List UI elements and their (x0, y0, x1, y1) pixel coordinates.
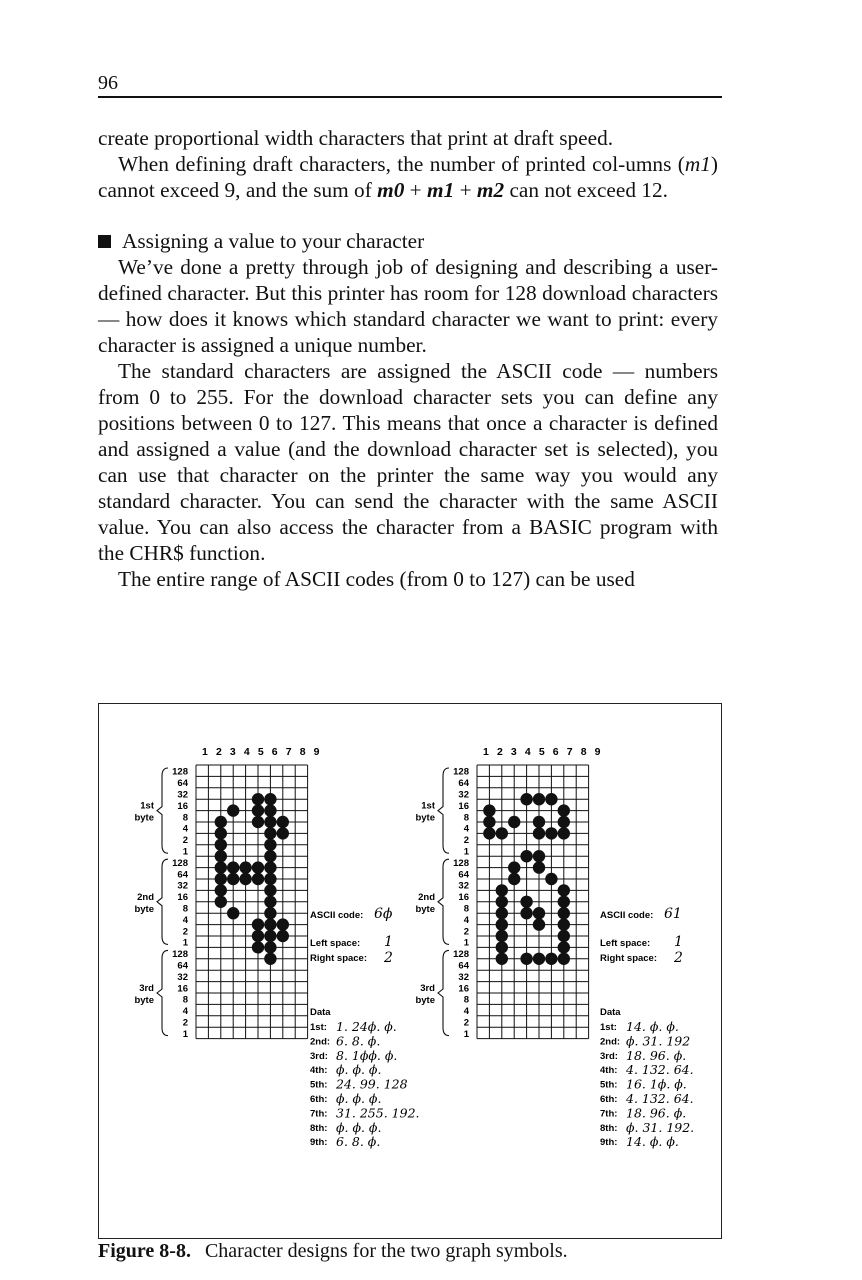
right-dot (483, 816, 495, 828)
left-dot (264, 941, 276, 953)
figure-8-8 (98, 703, 722, 1239)
left-byte-brace (157, 859, 168, 944)
right-byte-brace (438, 859, 449, 944)
left-data-row-value: 24. 99. 128 (336, 1076, 408, 1092)
right-dot (508, 873, 520, 885)
left-bit-label: 32 (177, 971, 188, 983)
caption-text: Character designs for the two graph symbols. (204, 1240, 568, 1262)
left-data-row-value: 31. 255. 192. (336, 1105, 420, 1121)
left-dot (264, 907, 276, 919)
right-bit-label: 8 (463, 812, 469, 824)
left-byte-label: byte (134, 812, 154, 824)
right-bit-label: 32 (458, 880, 469, 892)
right-dot (545, 873, 557, 885)
caption-label: Figure 8-8. (98, 1240, 191, 1262)
left-bit-label: 128 (172, 857, 188, 869)
left-dot (227, 804, 239, 816)
left-data-row-value: ϕ. ϕ. ϕ. (336, 1119, 382, 1135)
left-data-row-label: 8th: (310, 1122, 328, 1134)
left-dot (252, 793, 264, 805)
left-byte-label: 3rd (139, 983, 154, 994)
right-dot (558, 804, 570, 816)
left-dot (215, 827, 227, 839)
left-bit-label: 8 (182, 994, 188, 1006)
left-dot (264, 816, 276, 828)
right-right-space-value: 2 (674, 950, 683, 966)
left-bit-label: 16 (177, 892, 188, 904)
right-dot (496, 930, 508, 942)
right-dot (496, 884, 508, 896)
paragraph-1: create proportional width characters that print at draft speed. (98, 126, 614, 150)
left-dot (227, 907, 239, 919)
right-dot (496, 953, 508, 965)
left-dot (252, 930, 264, 942)
left-dot (277, 827, 289, 839)
left-dot (264, 839, 276, 851)
right-bit-label: 4 (463, 823, 469, 835)
right-dot (533, 793, 545, 805)
right-dot (520, 793, 532, 805)
right-dot (533, 918, 545, 930)
left-bit-label: 128 (172, 766, 188, 778)
left-dot (264, 793, 276, 805)
right-dot (496, 907, 508, 919)
left-data-row-label: 3rd: (310, 1050, 328, 1062)
square-bullet-icon (98, 235, 111, 248)
left-byte-label: byte (134, 903, 154, 915)
left-dot (277, 918, 289, 930)
paragraph-3: We’ve done a pretty through job of designing and describing a user-defined character. But this printer has room for 128 download characters — how does it knows which standard character we want to print: every character is assigned a unique number. (98, 255, 718, 357)
right-data-row-label: 3rd: (600, 1050, 618, 1062)
left-left-space-label: Left space: (310, 938, 361, 949)
left-dot (277, 816, 289, 828)
right-dot (558, 816, 570, 828)
left-byte-brace (157, 950, 168, 1035)
right-dot (520, 907, 532, 919)
left-dot (239, 873, 251, 885)
right-dot (533, 953, 545, 965)
right-bit-label: 2 (463, 926, 469, 938)
right-data-row-value: 14. ϕ. ϕ. (626, 1134, 679, 1150)
left-bit-label: 2 (182, 1017, 188, 1029)
right-data-row-value: 18. 96. ϕ. (626, 1047, 687, 1063)
right-dot (558, 907, 570, 919)
left-dot (252, 941, 264, 953)
left-data-row-label: 2nd: (310, 1036, 331, 1048)
right-dot (558, 953, 570, 965)
right-data-row-label: 5th: (600, 1079, 618, 1091)
left-bit-label: 2 (182, 835, 188, 847)
right-dot (545, 827, 557, 839)
left-right-space-label: Right space: (310, 953, 368, 964)
right-bit-label: 1 (463, 937, 469, 949)
left-dot (215, 884, 227, 896)
left-bit-label: 4 (182, 823, 188, 835)
left-bit-label: 8 (182, 903, 188, 915)
left-dot (264, 873, 276, 885)
left-dot (264, 930, 276, 942)
left-dot (252, 804, 264, 816)
right-dot (533, 827, 545, 839)
left-bit-label: 128 (172, 949, 188, 961)
right-data-row-label: 2nd: (600, 1036, 621, 1048)
left-data-label: Data (310, 1007, 331, 1018)
right-dot (508, 816, 520, 828)
right-dot (558, 941, 570, 953)
left-byte-brace (157, 768, 168, 853)
right-dot (558, 896, 570, 908)
left-data-row-label: 7th: (310, 1108, 328, 1120)
right-dot (558, 930, 570, 942)
right-dot (496, 941, 508, 953)
left-dot (264, 953, 276, 965)
left-bit-label: 64 (177, 960, 188, 972)
right-bit-label: 32 (458, 789, 469, 801)
right-dot (508, 861, 520, 873)
left-dot (252, 816, 264, 828)
left-dot (264, 827, 276, 839)
right-dot (520, 850, 532, 862)
left-data-row-label: 4th: (310, 1065, 328, 1077)
right-data-row-value: 14. ϕ. ϕ. (626, 1019, 679, 1034)
right-dot (533, 907, 545, 919)
right-dot (558, 884, 570, 896)
page-number: 96 (98, 72, 118, 94)
left-bit-label: 1 (182, 937, 188, 949)
left-data-row-value: 6. 8. ϕ. (336, 1134, 381, 1150)
right-data-row-label: 9th: (600, 1137, 618, 1149)
left-ascii-code-value: 6ϕ (374, 906, 393, 922)
paragraph-4: The standard characters are assigned the ASCII code — numbers from 0 to 255. For the download character sets you can define any positions between 0 to 127. This means that once a character is defined and assigned a value (and the download character set is selected), you can use that character on the printer the same way you would any standard character. You can send the character with the same ASCII value. You can also access the character from a BASIC program with the CHR$ function. (98, 359, 718, 565)
left-left-space-value: 1 (384, 934, 393, 950)
left-data-row-label: 1st: (310, 1022, 327, 1033)
body-text (98, 125, 718, 592)
left-byte-label: 2nd (137, 891, 154, 903)
right-dot (520, 896, 532, 908)
right-left-space-value: 1 (674, 934, 683, 950)
left-data-row-value: 8. 1ϕϕ. ϕ. (336, 1047, 398, 1063)
section-heading (98, 228, 718, 254)
left-dot (264, 804, 276, 816)
right-column-header: 1 2 3 4 5 6 7 8 9 (483, 746, 604, 758)
right-dot (520, 953, 532, 965)
right-data-row-value: 4. 132. 64. (626, 1062, 694, 1078)
right-byte-brace (438, 768, 449, 853)
right-bit-label: 4 (463, 914, 469, 926)
right-dot (483, 827, 495, 839)
right-data-row-value: 4. 132. 64. (626, 1091, 694, 1106)
left-dot (227, 861, 239, 873)
right-data-row-label: 1st: (600, 1022, 617, 1033)
left-bit-label: 16 (177, 983, 188, 995)
right-bit-label: 1 (463, 1028, 469, 1040)
left-dot (227, 873, 239, 885)
right-byte-label: 3rd (420, 983, 435, 994)
left-data-row-label: 9th: (310, 1137, 328, 1149)
right-dot (533, 816, 545, 828)
right-data-row-label: 8th: (600, 1122, 618, 1134)
left-dot (264, 884, 276, 896)
right-bit-label: 2 (463, 1017, 469, 1029)
right-bit-label: 4 (463, 1006, 469, 1018)
right-left-space-label: Left space: (600, 938, 651, 949)
right-dot (558, 918, 570, 930)
left-bit-label: 4 (182, 1006, 188, 1018)
left-bit-label: 64 (177, 869, 188, 881)
character-design-diagram (99, 704, 720, 1237)
right-data-row-label: 4th: (600, 1065, 618, 1077)
right-dot (533, 861, 545, 873)
right-bit-label: 128 (453, 857, 469, 869)
right-bit-label: 16 (458, 983, 469, 995)
left-dot (215, 896, 227, 908)
left-bit-label: 1 (182, 846, 188, 858)
right-dot (533, 850, 545, 862)
left-column-header: 1 2 3 4 5 6 7 8 9 (202, 746, 323, 758)
right-data-row-label: 7th: (600, 1108, 618, 1120)
right-data-row-value: 18. 96. ϕ. (626, 1105, 687, 1121)
paragraph-5: The entire range of ASCII codes (from 0 to 127) can be used (118, 567, 635, 591)
right-bit-label: 128 (453, 766, 469, 778)
left-dot (215, 861, 227, 873)
left-dot (239, 861, 251, 873)
right-dot (496, 827, 508, 839)
left-bit-label: 64 (177, 778, 188, 790)
left-data-row-value: 6. 8. ϕ. (336, 1033, 381, 1049)
left-dot (264, 861, 276, 873)
right-bit-label: 32 (458, 971, 469, 983)
right-dot (545, 953, 557, 965)
right-data-label: Data (600, 1007, 621, 1018)
left-byte-label: 1st (140, 800, 154, 812)
right-dot (545, 793, 557, 805)
left-data-row-value: ϕ. ϕ. ϕ. (336, 1062, 382, 1078)
left-bit-label: 32 (177, 880, 188, 892)
right-bit-label: 16 (458, 892, 469, 904)
section-heading-text: Assigning a value to your character (122, 229, 425, 253)
right-byte-brace (438, 950, 449, 1035)
left-bit-label: 32 (177, 789, 188, 801)
left-bit-label: 1 (182, 1028, 188, 1040)
left-dot (264, 918, 276, 930)
right-data-row-label: 6th: (600, 1094, 618, 1105)
right-bit-label: 16 (458, 800, 469, 812)
right-bit-label: 8 (463, 994, 469, 1006)
right-bit-label: 8 (463, 903, 469, 915)
left-data-row-value: ϕ. ϕ. ϕ. (336, 1091, 382, 1106)
left-right-space-value: 2 (384, 950, 393, 966)
left-data-row-label: 6th: (310, 1094, 328, 1105)
left-dot (264, 896, 276, 908)
right-data-row-value: ϕ. 31. 192. (626, 1119, 695, 1135)
left-dot (252, 861, 264, 873)
left-bit-label: 8 (182, 812, 188, 824)
right-bit-label: 64 (458, 869, 469, 881)
right-bit-label: 128 (453, 949, 469, 961)
right-ascii-code-label: ASCII code: (600, 910, 654, 921)
left-bit-label: 2 (182, 926, 188, 938)
left-dot (215, 873, 227, 885)
header-rule (98, 96, 722, 98)
right-dot (483, 804, 495, 816)
right-byte-label: byte (415, 812, 435, 824)
left-dot (252, 918, 264, 930)
right-bit-label: 64 (458, 778, 469, 790)
left-dot (264, 850, 276, 862)
left-data-row-label: 5th: (310, 1079, 328, 1091)
left-dot (215, 839, 227, 851)
right-data-row-value: 16. 1ϕ. ϕ. (626, 1076, 687, 1092)
right-ascii-code-value: 61 (664, 906, 682, 922)
right-bit-label: 64 (458, 960, 469, 972)
right-byte-label: 1st (421, 800, 435, 812)
right-dot (558, 827, 570, 839)
right-dot (496, 896, 508, 908)
right-bit-label: 1 (463, 846, 469, 858)
left-bit-label: 4 (182, 914, 188, 926)
left-dot (252, 873, 264, 885)
right-byte-label: byte (415, 995, 435, 1006)
right-byte-label: 2nd (418, 891, 435, 903)
right-dot (496, 918, 508, 930)
left-dot (215, 850, 227, 862)
left-dot (215, 816, 227, 828)
left-bit-label: 16 (177, 800, 188, 812)
left-ascii-code-label: ASCII code: (310, 910, 364, 921)
left-byte-label: byte (134, 995, 154, 1006)
right-byte-label: byte (415, 903, 435, 915)
right-data-row-value: ϕ. 31. 192 (626, 1033, 691, 1049)
left-dot (277, 930, 289, 942)
right-right-space-label: Right space: (600, 953, 658, 964)
figure-caption (98, 1240, 568, 1263)
paragraph-2: When defining draft characters, the number of printed col-umns (m1) cannot exceed 9, and the sum of m0 + m1 + m2 can not exceed 12. (98, 152, 718, 202)
left-data-row-value: 1. 24ϕ. ϕ. (336, 1019, 397, 1034)
right-bit-label: 2 (463, 835, 469, 847)
